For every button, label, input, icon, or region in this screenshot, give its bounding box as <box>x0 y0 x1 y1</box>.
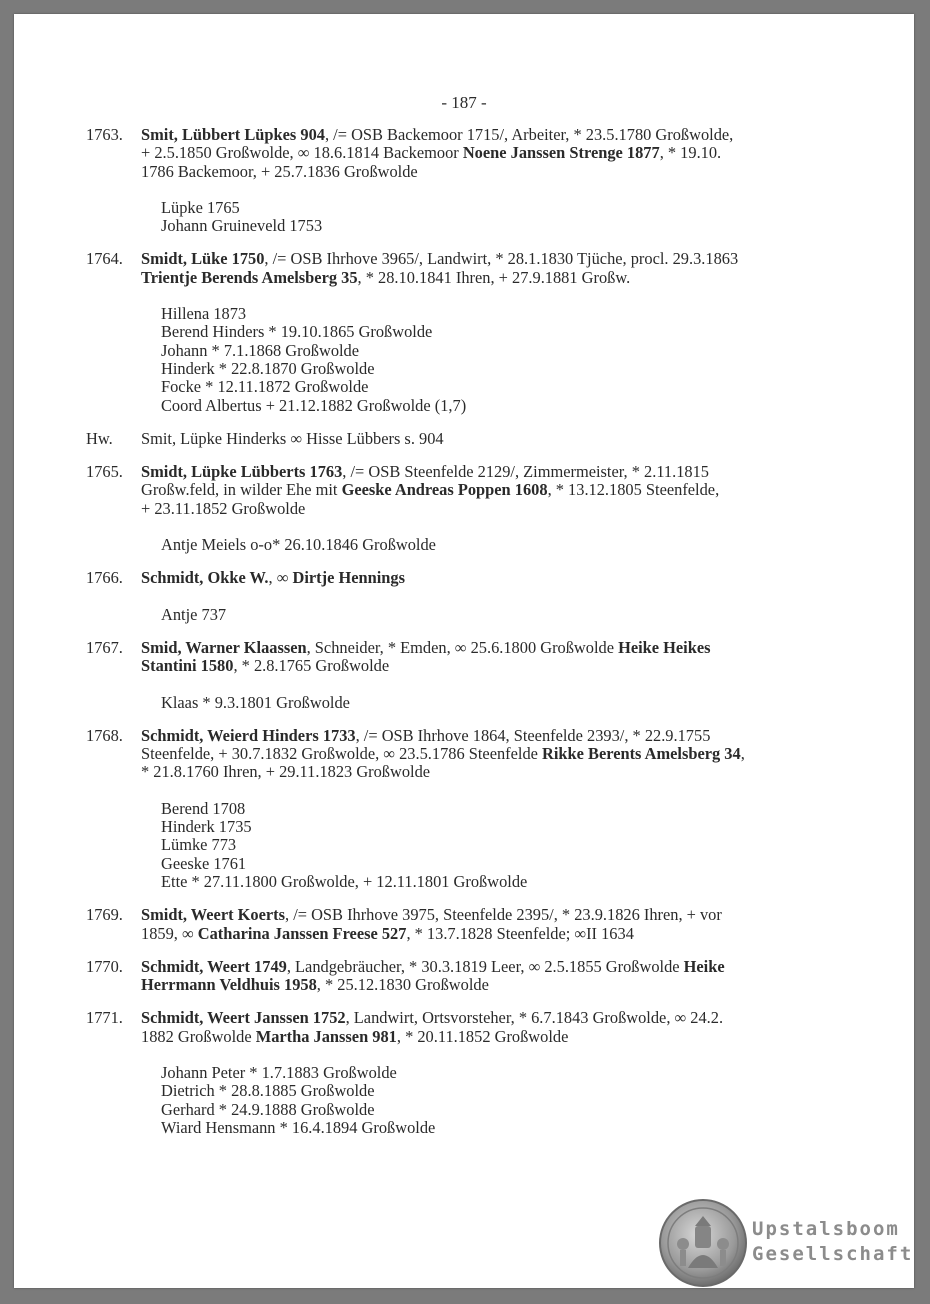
entry-line <box>141 463 874 481</box>
child-item: Wiard Hensmann * 16.4.1894 Großwolde <box>161 1117 436 1137</box>
person-name: Schmidt, Weert 1749 <box>141 956 287 976</box>
entry-text: , * 20.11.1852 Großwolde <box>396 1026 569 1046</box>
child-item: Ette * 27.11.1800 Großwolde, + 12.11.1801 Großwolde <box>161 871 528 891</box>
entry-number: 1770. <box>86 956 123 976</box>
person-name: Geeske Andreas Poppen 1608 <box>341 480 548 500</box>
person-name: Schmidt, Weierd Hinders 1733 <box>141 725 356 745</box>
entry <box>14 906 874 943</box>
child-item: Hillena 1873 <box>161 304 247 324</box>
child-item: Klaas * 9.3.1801 Großwolde <box>161 692 350 712</box>
entry-line <box>141 250 874 268</box>
entry-line <box>141 126 874 144</box>
child-item: Coord Albertus + 21.12.1882 Großwolde (1,7) <box>161 395 467 415</box>
entry <box>14 958 874 995</box>
entry-line <box>141 763 874 781</box>
entry-number: 1768. <box>86 725 123 745</box>
society-name <box>752 1217 913 1267</box>
person-name: Smidt, Weert Koerts <box>141 905 285 925</box>
genealogy-entries <box>14 126 874 1152</box>
child-item: Gerhard * 24.9.1888 Großwolde <box>161 1099 375 1119</box>
entry <box>14 569 874 624</box>
entry-text: , * 25.12.1830 Großwolde <box>316 975 489 995</box>
person-name: Smit, Lübbert Lüpkes 904 <box>141 125 325 144</box>
entry-line <box>141 906 874 924</box>
entry-number: 1771. <box>86 1008 123 1028</box>
child-item: Geeske 1761 <box>161 853 247 873</box>
entry-text: , <box>740 744 745 764</box>
entry-line <box>141 163 874 181</box>
entry-text: , Landwirt, Ortsvorsteher, * 6.7.1843 Großwolde, ∞ 24.2. <box>345 1008 724 1028</box>
entry-number: 1764. <box>86 249 123 269</box>
entry-line <box>141 976 874 994</box>
entry-text: 1786 Backemoor, + 25.7.1836 Großwolde <box>141 161 418 181</box>
children-list <box>141 606 874 624</box>
child-item: Johann * 7.1.1868 Großwolde <box>161 340 360 360</box>
person-name: Dirtje Hennings <box>292 568 405 588</box>
society-name-line2: Gesellschaft <box>752 1243 914 1265</box>
person-name: Trientje Berends Amelsberg 35 <box>141 267 358 287</box>
entry-line <box>141 1009 874 1027</box>
entry-line <box>141 144 874 162</box>
entry-line <box>141 657 874 675</box>
child-item: Antje 737 <box>161 604 227 624</box>
children-list <box>141 800 874 891</box>
entry-line <box>141 481 874 499</box>
entry-number: 1766. <box>86 568 123 588</box>
entry-text: , * 19.10. <box>659 143 722 163</box>
entry-line <box>141 925 874 943</box>
entry-line <box>141 500 874 518</box>
person-name: Catharina Janssen Freese 527 <box>197 923 407 943</box>
entry-text: 1859, ∞ <box>141 923 198 943</box>
children-list <box>141 694 874 712</box>
society-name-line1: Upstalsboom <box>752 1218 900 1240</box>
entry <box>14 250 874 414</box>
person-name: Smidt, Lüpke Lübberts 1763 <box>141 462 343 482</box>
person-name: Smidt, Lüke 1750 <box>141 249 265 269</box>
children-list <box>141 305 874 415</box>
entry <box>14 126 874 235</box>
entry <box>14 727 874 891</box>
person-name: Rikke Berents Amelsberg 34 <box>542 744 741 764</box>
entry-line <box>141 1028 874 1046</box>
entry-text: , /= OSB Backemoor 1715/, Arbeiter, * 23.5.1780 Großwolde, <box>324 125 734 144</box>
entry <box>14 639 874 712</box>
entry-text: , ∞ <box>268 568 293 588</box>
entry-text: , /= OSB Ihrhove 1864, Steenfelde 2393/, * 22.9.1755 <box>355 725 711 745</box>
person-name: Heike Heikes <box>618 637 711 657</box>
entry-text: , /= OSB Steenfelde 2129/, Zimmermeister, * 2.11.1815 <box>342 462 709 482</box>
entry-text: + 2.5.1850 Großwolde, ∞ 18.6.1814 Backemoor <box>141 143 463 163</box>
entry-text: , /= OSB Ihrhove 3965/, Landwirt, * 28.1.1830 Tjüche, procl. 29.3.1863 <box>264 249 739 269</box>
entry-text: Großw.feld, in wilder Ehe mit <box>141 480 342 500</box>
child-item: Johann Peter * 1.7.1883 Großwolde <box>161 1062 397 1082</box>
entry <box>14 463 874 554</box>
page-number: - 187 - <box>441 93 487 112</box>
entry-number: 1765. <box>86 462 123 482</box>
person-name: Schmidt, Weert Janssen 1752 <box>141 1008 346 1028</box>
document-page <box>14 14 914 1288</box>
society-seal-logo <box>658 1198 748 1288</box>
child-item: Antje Meiels o-o* 26.10.1846 Großwolde <box>161 535 436 555</box>
children-list <box>141 1064 874 1137</box>
child-item: Lüpke 1765 <box>161 197 240 217</box>
entry-line <box>141 269 874 287</box>
entry-number: 1763. <box>86 125 123 144</box>
entry-text: + 23.11.1852 Großwolde <box>141 498 306 518</box>
entry-text: , Schneider, * Emden, ∞ 25.6.1800 Großwolde <box>306 637 619 657</box>
entry-text: Smit, Lüpke Hinderks ∞ Hisse Lübbers s. 904 <box>141 428 444 448</box>
entry-text: , /= OSB Ihrhove 3975, Steenfelde 2395/, * 23.9.1826 Ihren, + vor <box>285 905 722 925</box>
entry-text: Steenfelde, + 30.7.1832 Großwolde, ∞ 23.5.1786 Steenfelde <box>141 744 543 764</box>
child-item: Hinderk * 22.8.1870 Großwolde <box>161 358 375 378</box>
child-item: Dietrich * 28.8.1885 Großwolde <box>161 1081 375 1101</box>
entry-text: , Landgebräucher, * 30.3.1819 Leer, ∞ 2.5.1855 Großwolde <box>286 956 684 976</box>
child-item: Focke * 12.11.1872 Großwolde <box>161 377 369 397</box>
entry-line <box>141 569 874 587</box>
entry-line <box>141 430 874 448</box>
entry-number: Hw. <box>86 428 113 448</box>
children-list <box>141 536 874 554</box>
entry <box>14 1009 874 1137</box>
entry-number: 1767. <box>86 637 123 657</box>
entry-line <box>141 745 874 763</box>
person-name: Noene Janssen Strenge 1877 <box>462 143 660 163</box>
person-name: Stantini 1580 <box>141 656 234 676</box>
entry-text: , * 2.8.1765 Großwolde <box>233 656 390 676</box>
person-name: Schmidt, Okke W. <box>141 568 269 588</box>
entry-number: 1769. <box>86 905 123 925</box>
child-item: Johann Gruineveld 1753 <box>161 216 323 236</box>
entry-text: 1882 Großwolde <box>141 1026 256 1046</box>
entry-line <box>141 958 874 976</box>
person-name: Martha Janssen 981 <box>255 1026 397 1046</box>
person-name: Herrmann Veldhuis 1958 <box>141 975 317 995</box>
person-name: Smid, Warner Klaassen <box>141 637 307 657</box>
child-item: Hinderk 1735 <box>161 817 252 837</box>
child-item: Lümke 773 <box>161 835 237 855</box>
entry-text: , * 28.10.1841 Ihren, + 27.9.1881 Großw. <box>357 267 631 287</box>
children-list <box>141 199 874 236</box>
entry-text: * 21.8.1760 Ihren, + 29.11.1823 Großwolde <box>141 762 431 782</box>
entry-line <box>141 639 874 657</box>
entry <box>14 430 874 448</box>
child-item: Berend 1708 <box>161 798 246 818</box>
entry-text: , * 13.7.1828 Steenfelde; ∞II 1634 <box>406 923 634 943</box>
entry-line <box>141 727 874 745</box>
person-name: Heike <box>683 956 725 976</box>
entry-text: , * 13.12.1805 Steenfelde, <box>547 480 720 500</box>
child-item: Berend Hinders * 19.10.1865 Großwolde <box>161 322 433 342</box>
